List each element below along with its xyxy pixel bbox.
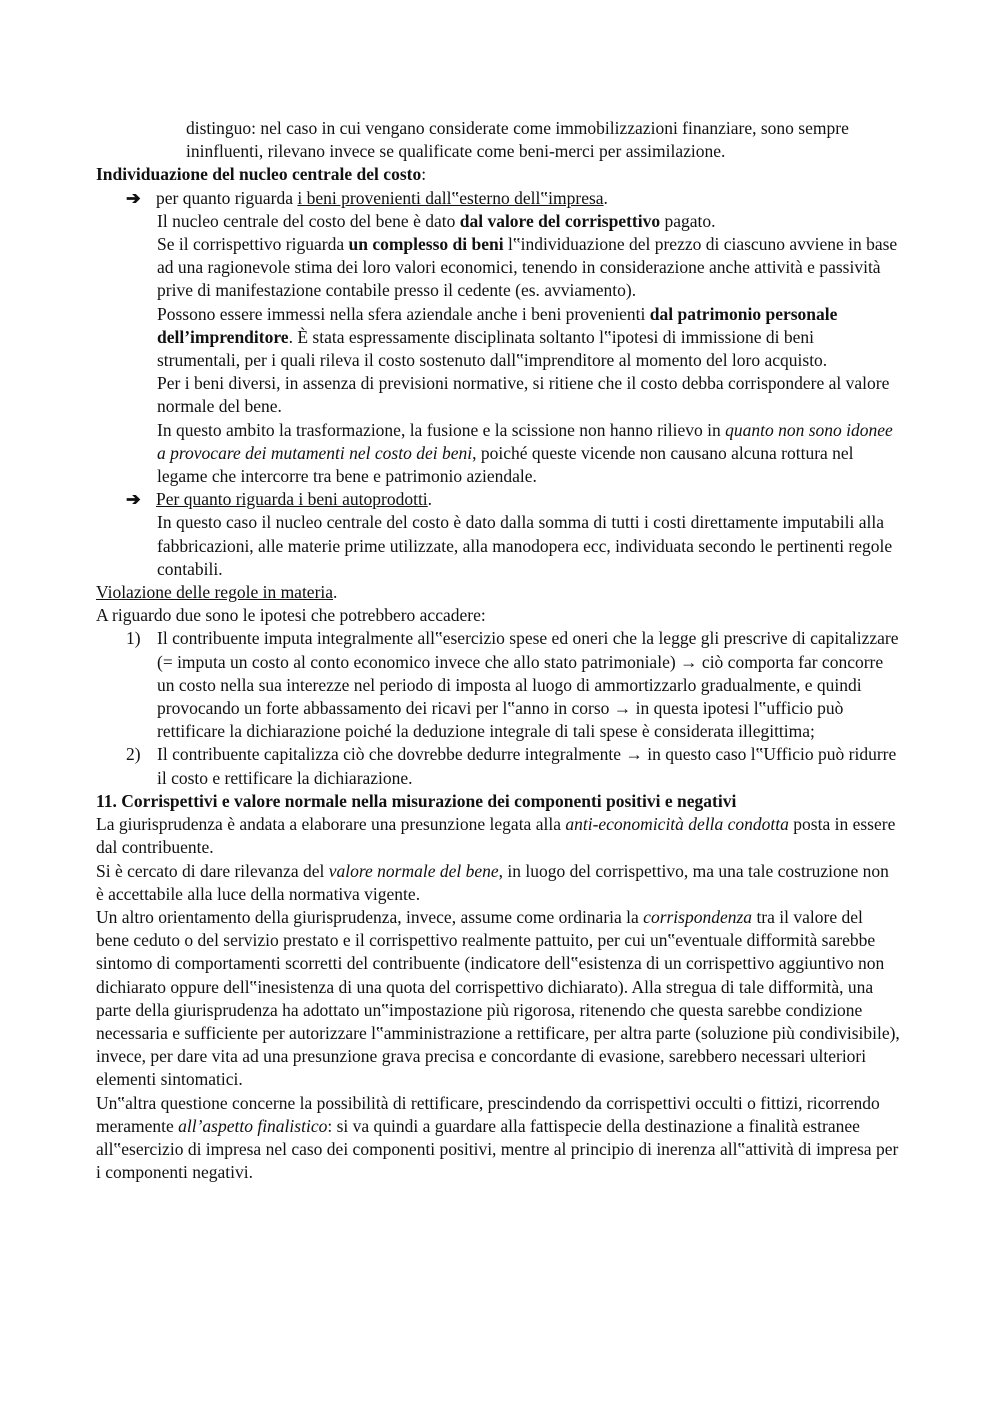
list-number: 1) xyxy=(126,628,141,649)
bold-span: un complesso di beni xyxy=(348,234,504,255)
section-11-paragraph-4 xyxy=(96,1092,900,1185)
bullet-underlined-text: i beni provenienti dall‟esterno dell‟impresa xyxy=(297,187,604,208)
bold-span: dal patrimonio personale dell’imprenditore xyxy=(157,303,838,347)
italic-span: anti-economicità della condotta xyxy=(565,814,789,835)
text-span: : si va quindi a guardare alla fattispecie della destinazione a finalità estranee all‟esercizio di impresa nel caso dei componenti positivi, mentre al principio di inerenza all‟attività di impresa per i componenti negativi. xyxy=(96,1115,899,1183)
bullet-underlined-text: Per quanto riguarda i beni autoprodotti xyxy=(156,489,428,510)
text-span: pagato. xyxy=(660,210,716,231)
text-span: Un altro orientamento della giurisprudenza, invece, assume come ordinaria la xyxy=(96,906,644,927)
heading-nucleo-centrale-text: Individuazione del nucleo centrale del costo xyxy=(96,164,422,185)
section-11-paragraph-2 xyxy=(96,860,900,906)
heading-colon: : xyxy=(421,164,427,185)
text-span: , poiché queste vicende non causano alcuna rottura nel legame che intercorre tra bene e patrimonio aziendale. xyxy=(157,442,854,487)
paragraph-trasformazione xyxy=(96,419,900,489)
section-11-paragraph-3 xyxy=(96,906,900,1092)
right-arrow-icon: → xyxy=(680,651,698,672)
text-span: Possono essere immessi nella sfera aziendale anche i beni provenienti xyxy=(157,303,650,324)
italic-span: valore normale del bene xyxy=(328,860,499,881)
bullet-text-pre: per quanto riguarda xyxy=(156,187,298,208)
right-arrow-icon: → xyxy=(613,698,632,719)
paragraph-patrimonio-personale xyxy=(96,303,900,373)
italic-span: all’aspetto finalistico xyxy=(178,1115,328,1136)
text-span: ciò comporta far concorre un costo nella sua interezze nel periodo di imposta al luogo di ammortizzarlo gradualmente, e quindi provocando un forte abbassamento dei ricavi per l‟anno in corso xyxy=(157,651,884,719)
heading-violazione xyxy=(96,581,900,604)
section-11-paragraph-1 xyxy=(96,813,900,859)
arrow-bullet-icon: ➔ xyxy=(126,187,141,208)
italic-span: corrispondenza xyxy=(643,906,753,927)
section-11-heading-text: 11. Corrispettivi e valore normale nella misurazione dei componenti positivi e negativi xyxy=(96,790,737,811)
list-number: 2) xyxy=(126,744,141,765)
list-item-1 xyxy=(96,627,900,743)
text-span: La giurisprudenza è andata a elaborare una presunzione legata alla xyxy=(96,814,566,835)
italic-span: quanto non sono idonee a provocare dei mutamenti nel costo dei beni xyxy=(157,419,893,463)
text-span: l‟individuazione del prezzo di ciascuno avviene in base ad una ragionevole stima dei loro valori economici, tenendo in considerazione anche attività e passività prive di manifestazione contabile presso il cedente (es. avviamento). xyxy=(157,234,898,301)
text-span: in questa ipotesi l‟ufficio può rettificare la dichiarazione poiché la deduzione integrale di tali spese è considerata illegittima; xyxy=(157,698,844,742)
text-span: , in luogo del corrispettivo, ma una tale costruzione non è accettabile alla luce della normativa vigente. xyxy=(96,860,889,904)
text-span: . xyxy=(333,582,338,603)
bullet-beni-autoprodotti xyxy=(96,488,900,511)
bold-span: dal valore del corrispettivo xyxy=(459,210,661,231)
text-span: posta in essere dal contribuente. xyxy=(96,814,896,858)
text-span: Il contribuente capitalizza ciò che dovrebbe dedurre integralmente xyxy=(157,744,626,765)
bullet-beni-esterni xyxy=(96,187,900,210)
heading-nucleo-centrale xyxy=(96,163,900,186)
text-span: . È stata espressamente disciplinata soltanto l‟ipotesi di immissione di beni strumentali, per i quali rileva il costo sostenuto dall‟imprenditore al momento del loro acquisto. xyxy=(157,326,828,371)
text-span: Un‟altra questione concerne la possibilità di rettificare, prescindendo da corrispettivi occulti o fittizi, ricorrendo meramente xyxy=(96,1092,880,1136)
section-11-heading xyxy=(96,790,900,813)
list-item-2 xyxy=(96,743,900,789)
underlined-span: Violazione delle regole in materia xyxy=(96,582,334,603)
arrow-bullet-icon: ➔ xyxy=(126,489,141,510)
intro-paragraph: distinguo: nel caso in cui vengano considerate come immobilizzazioni finanziare, sono sempre ininfluenti, rilevano invece se qualificate come beni-merci per assimilazione. xyxy=(186,118,849,162)
bullet-text-post: . xyxy=(427,489,433,510)
right-arrow-icon: → xyxy=(625,744,643,765)
text-span: in questo caso l‟Ufficio può ridurre il costo e rettificare la dichiarazione. xyxy=(157,744,897,788)
bullet-text-post: . xyxy=(603,187,608,208)
text-span: Il contribuente imputa integralmente all‟esercizio spese ed oneri che la legge gli prescrive di capitalizzare (= imputa un costo al conto economico invece che allo stato patrimoniale) xyxy=(157,628,899,672)
text-span: In questo ambito la trasformazione, la fusione e la scissione non hanno rilievo in xyxy=(157,419,726,440)
paragraph-complesso-beni xyxy=(96,233,900,303)
text-span: Il nucleo centrale del costo del bene è dato xyxy=(157,210,460,231)
text-span: tra il valore del bene ceduto o del servizio prestato e il corrispettivo realmente pattuito, per cui un‟eventuale difformità sarebbe sintomo di comportamenti scorretti del contribuente (indicatore dell‟esistenza di un corrispettivo aggiuntivo non dichiarato oppure dell‟inesistenza di una quota del corrispettivo dichiarato). Alla stregua di tale difformità, una parte della giurisprudenza ha adottato un‟impostazione più rigorosa, ritenendo che questa sarebbe condizione necessaria e sufficiente per autorizzare l‟amministrazione a rettificare, per altra parte (soluzione più condivisibile), invece, per dare vita ad una presunzione grava precisa e concordante di evasione, sarebbero necessari ulteriori elementi sintomatici. xyxy=(96,906,900,1090)
paragraph-autoprodotti: In questo caso il nucleo centrale del costo è dato dalla somma di tutti i costi direttamente imputabili alla fabbricazioni, alle materie prime utilizzate, alla manodopera ecc, individuata secondo le pertinenti regole contabili. xyxy=(157,512,893,579)
paragraph-beni-diversi: Per i beni diversi, in assenza di previsioni normative, si ritiene che il costo debba corrispondere al valore normale del bene. xyxy=(157,373,890,417)
text-span: Se il corrispettivo riguarda xyxy=(157,234,349,255)
paragraph-corrispettivo xyxy=(96,210,900,233)
text-span: Si è cercato di dare rilevanza del xyxy=(96,860,329,881)
paragraph-riguardo: A riguardo due sono le ipotesi che potrebbero accadere: xyxy=(96,605,486,626)
